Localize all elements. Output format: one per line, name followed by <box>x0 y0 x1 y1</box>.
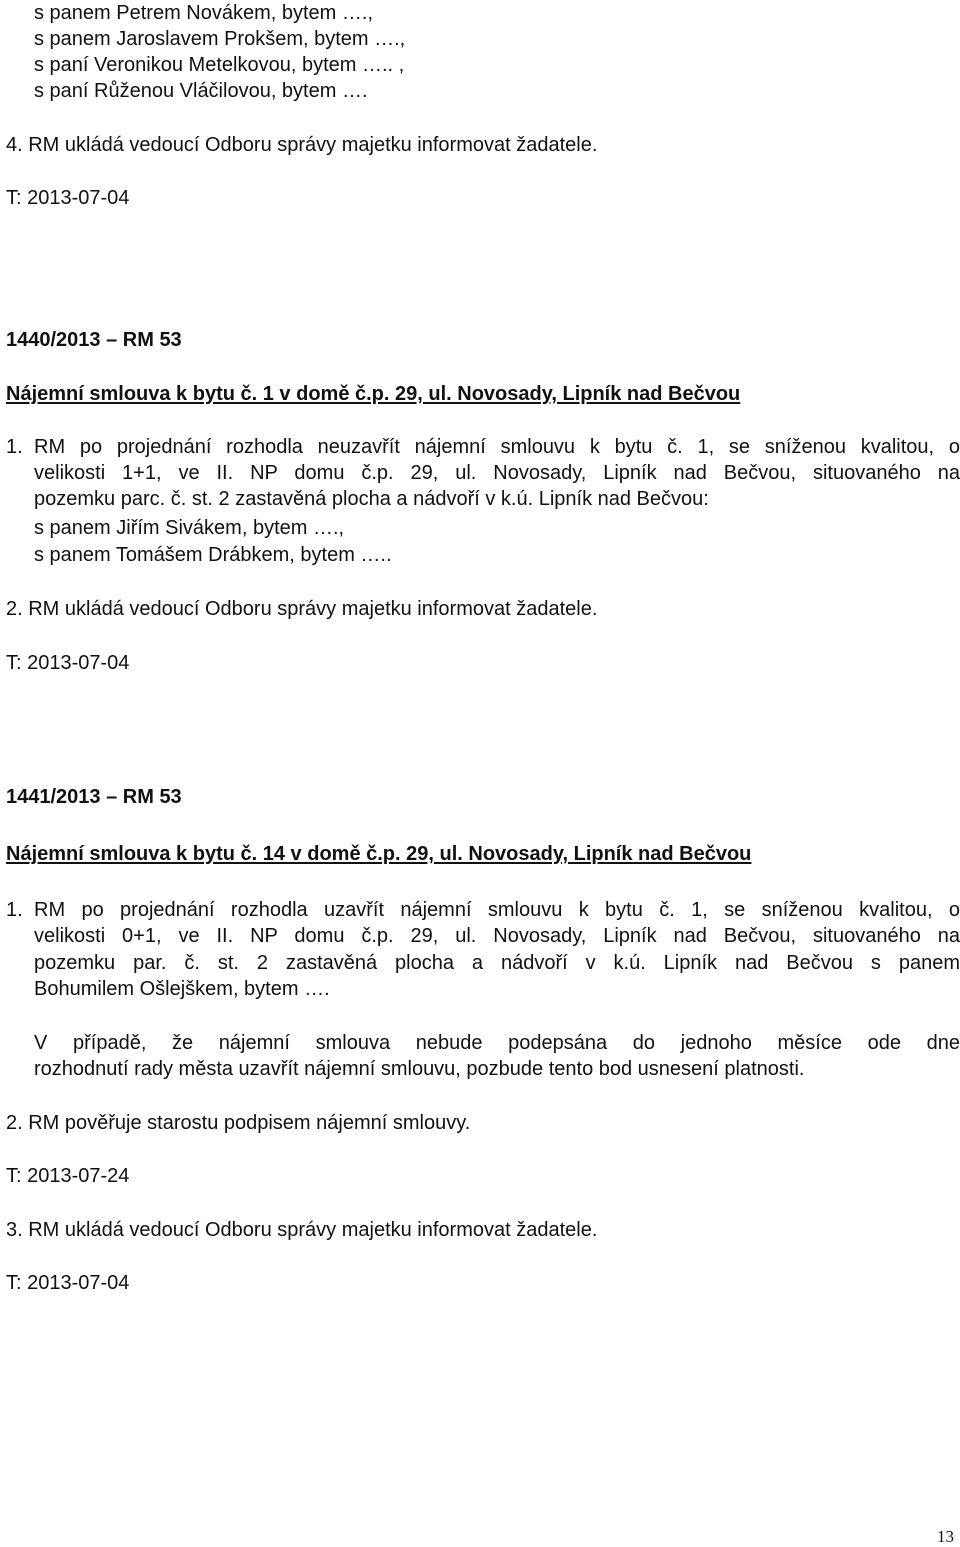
item-text-line: RM po projednání rozhodla uzavřít nájemní smlouvu k bytu č. 1, se sníženou kvalitou, o <box>34 899 960 921</box>
page-number: 13 <box>937 1527 954 1546</box>
item-note-line: rozhodnutí rady města uzavřít nájemní smlouvu, pozbude tento bod usnesení platnosti. <box>34 1058 805 1080</box>
item-text-line: velikosti 0+1, ve II. NP domu č.p. 29, ul. Novosady, Lipník nad Bečvou, situovaného na <box>34 925 960 947</box>
person-line: s panem Jiřím Sivákem, bytem …., <box>34 517 345 539</box>
deadline: T: 2013-07-04 <box>6 652 130 674</box>
item-text-line: pozemku par. č. st. 2 zastavěná plocha a nádvoří v k.ú. Lipník nad Bečvou s panem <box>34 952 960 974</box>
resolution-item: 4. RM ukládá vedoucí Odboru správy majetku informovat žadatele. <box>6 134 598 156</box>
deadline: T: 2013-07-24 <box>6 1165 130 1187</box>
person-line: s paní Veronikou Metelkovou, bytem ….. , <box>34 54 405 76</box>
item-number: 1. <box>6 899 23 921</box>
person-line: s panem Petrem Novákem, bytem …., <box>34 2 374 24</box>
item-note-line: V případě, že nájemní smlouva nebude podepsána do jednoho měsíce ode dne <box>34 1032 960 1054</box>
deadline: T: 2013-07-04 <box>6 1272 130 1294</box>
resolution-item: 3. RM ukládá vedoucí Odboru správy majetku informovat žadatele. <box>6 1219 598 1241</box>
person-line: s panem Tomášem Drábkem, bytem ….. <box>34 544 392 566</box>
person-line: s panem Jaroslavem Prokšem, bytem …., <box>34 28 406 50</box>
item-text-line: RM po projednání rozhodla neuzavřít nájemní smlouvu k bytu č. 1, se sníženou kvalitou, o <box>34 436 960 458</box>
item-text-line: pozemku parc. č. st. 2 zastavěná plocha a nádvoří v k.ú. Lipník nad Bečvou: <box>34 488 709 510</box>
person-line: s paní Růženou Vláčilovou, bytem …. <box>34 80 368 102</box>
deadline: T: 2013-07-04 <box>6 187 130 209</box>
resolution-subject: Nájemní smlouva k bytu č. 1 v domě č.p. 29, ul. Novosady, Lipník nad Bečvou <box>6 383 741 405</box>
resolution-item: 2. RM ukládá vedoucí Odboru správy majetku informovat žadatele. <box>6 598 598 620</box>
item-number: 1. <box>6 436 23 458</box>
resolution-subject: Nájemní smlouva k bytu č. 14 v domě č.p. 29, ul. Novosady, Lipník nad Bečvou <box>6 843 752 865</box>
resolution-item: 2. RM pověřuje starostu podpisem nájemní smlouvy. <box>6 1112 471 1134</box>
item-text-line: Bohumilem Ošlejškem, bytem …. <box>34 978 330 1000</box>
resolution-heading: 1440/2013 – RM 53 <box>6 329 182 351</box>
item-text-line: velikosti 1+1, ve II. NP domu č.p. 29, ul. Novosady, Lipník nad Bečvou, situovaného na <box>34 462 960 484</box>
resolution-heading: 1441/2013 – RM 53 <box>6 786 182 808</box>
